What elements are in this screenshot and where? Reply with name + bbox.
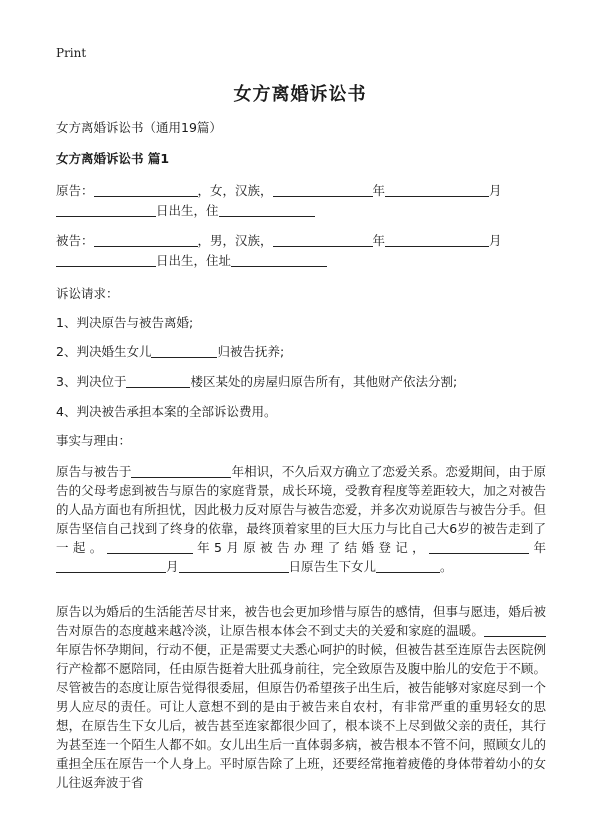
defendant-year-label: 年	[372, 233, 386, 248]
facts-p1-g: 。	[440, 559, 453, 574]
facts-p1-birth-year-blank	[429, 541, 529, 554]
defendant-gender: ，男，汉族，	[197, 233, 273, 248]
plaintiff-day-blank	[56, 204, 156, 217]
plaintiff-month-label: 月	[489, 183, 502, 198]
claim-2	[56, 344, 284, 360]
plaintiff-gender: ，女，汉族，	[197, 183, 273, 198]
document-subtitle: 女方离婚诉讼书（通用19篇）	[56, 120, 222, 135]
plaintiff-month-blank	[385, 184, 489, 197]
plaintiff-address-blank	[219, 204, 315, 217]
facts-paragraph-2	[56, 602, 546, 792]
claim-3	[56, 374, 457, 390]
claim-2-prefix: 2、判决婚生女儿	[56, 344, 152, 359]
facts-p1-year-blank	[131, 465, 231, 478]
facts-p1-marriage-year-blank	[107, 541, 193, 554]
section-heading: 女方离婚诉讼书 篇1	[56, 151, 170, 166]
defendant-birth-addr: 日出生，住址	[156, 253, 232, 268]
defendant-month-blank	[385, 234, 489, 247]
plaintiff-birth-addr: 日出生，住	[156, 203, 219, 218]
defendant-month-label: 月	[489, 233, 502, 248]
plaintiff-name-blank	[94, 184, 198, 197]
facts-p1-f: 日原告生下女儿	[288, 559, 377, 574]
claim-2-suffix: 归被告抚养;	[217, 344, 285, 359]
defendant-line-1	[56, 233, 502, 249]
claim-2-blank	[151, 345, 217, 358]
claim-3-blank	[126, 375, 190, 388]
defendant-name-blank	[94, 234, 198, 247]
plaintiff-line-2	[56, 203, 315, 219]
facts-p1-birth-month-blank	[56, 560, 166, 573]
defendant-day-blank	[56, 254, 156, 267]
facts-p1-daughter-blank	[376, 560, 440, 573]
defendant-address-blank	[231, 254, 327, 267]
facts-p1-b: 年相识，不久后双方确立了恋爱关系。恋爱期间，由于原告的父母考虑到被告与原告的家庭背景，成长环境，受教育程度等差距较大，加之对被告的人品方面也有所担忧，因此极力反对原告与被告恋爱，并多次劝说原告与被告分手。但原告坚信自己找到了终身的依靠，最终顶着家里的巨大压力与比自己大6岁的被告走到了一起。	[56, 464, 546, 555]
facts-p2-b: 年原告怀孕期间，行动不便，正是需要丈夫悉心呵护的时候，但被告甚至连原告去医院例行产检都不愿陪同，任由原告挺着大肚孤身前往，完全致原告及腹中胎儿的安危于不顾。尽管被告的态度让原告觉得很委屈，但原告仍希望孩子出生后，被告能够对家庭尽到一个男人应尽的责任。可让人意想不到的是由于被告来自农村，有非常严重的重男轻女的思想，在原告生下女儿后，被告甚至连家都很少回了，根本谈不上尽到做父亲的责任，其行为甚至连一个陌生人都不如。女儿出生后一直体弱多病，被告根本不管不问，照顾女儿的重担全压在原告一个人身上。平时原告除了上班，还要经常拖着疲倦的身体带着幼小的女儿往返奔波于省	[56, 642, 546, 790]
defendant-label: 被告：	[56, 233, 94, 248]
defendant-year-blank	[273, 234, 373, 247]
facts-heading: 事实与理由：	[56, 433, 132, 448]
defendant-line-2	[56, 253, 327, 269]
facts-p1-c: 年5月原被告办理了结婚登记，	[192, 540, 430, 555]
claim-4: 4、判决被告承担本案的全部诉讼费用。	[56, 404, 277, 419]
print-label[interactable]: Print	[56, 46, 87, 60]
facts-p2-a: 原告以为婚后的生活能苦尽甘来，被告也会更加珍惜与原告的感情，但事与愿违，婚后被告对原告的态度越来越冷淡，让原告根本体会不到丈夫的关爱和家庭的温暖。	[56, 604, 546, 638]
claim-3-suffix: 楼区某处的房屋归原告所有，其他财产依法分割;	[190, 374, 458, 389]
plaintiff-year-blank	[273, 184, 373, 197]
facts-p1-d: 年	[529, 540, 546, 555]
plaintiff-label: 原告：	[56, 183, 94, 198]
plaintiff-year-label: 年	[372, 183, 386, 198]
facts-p1-a: 原告与被告于	[56, 464, 132, 479]
plaintiff-line-1	[56, 183, 502, 199]
claim-3-prefix: 3、判决位于	[56, 374, 127, 389]
facts-p2-year-blank	[484, 624, 546, 637]
claims-heading: 诉讼请求：	[56, 286, 119, 301]
facts-p1-birth-day-blank	[179, 560, 289, 573]
facts-paragraph-1	[56, 462, 546, 576]
facts-p1-e: 月	[166, 559, 179, 574]
document-title: 女方离婚诉讼书	[233, 84, 367, 105]
claim-1: 1、判决原告与被告离婚;	[56, 315, 194, 330]
